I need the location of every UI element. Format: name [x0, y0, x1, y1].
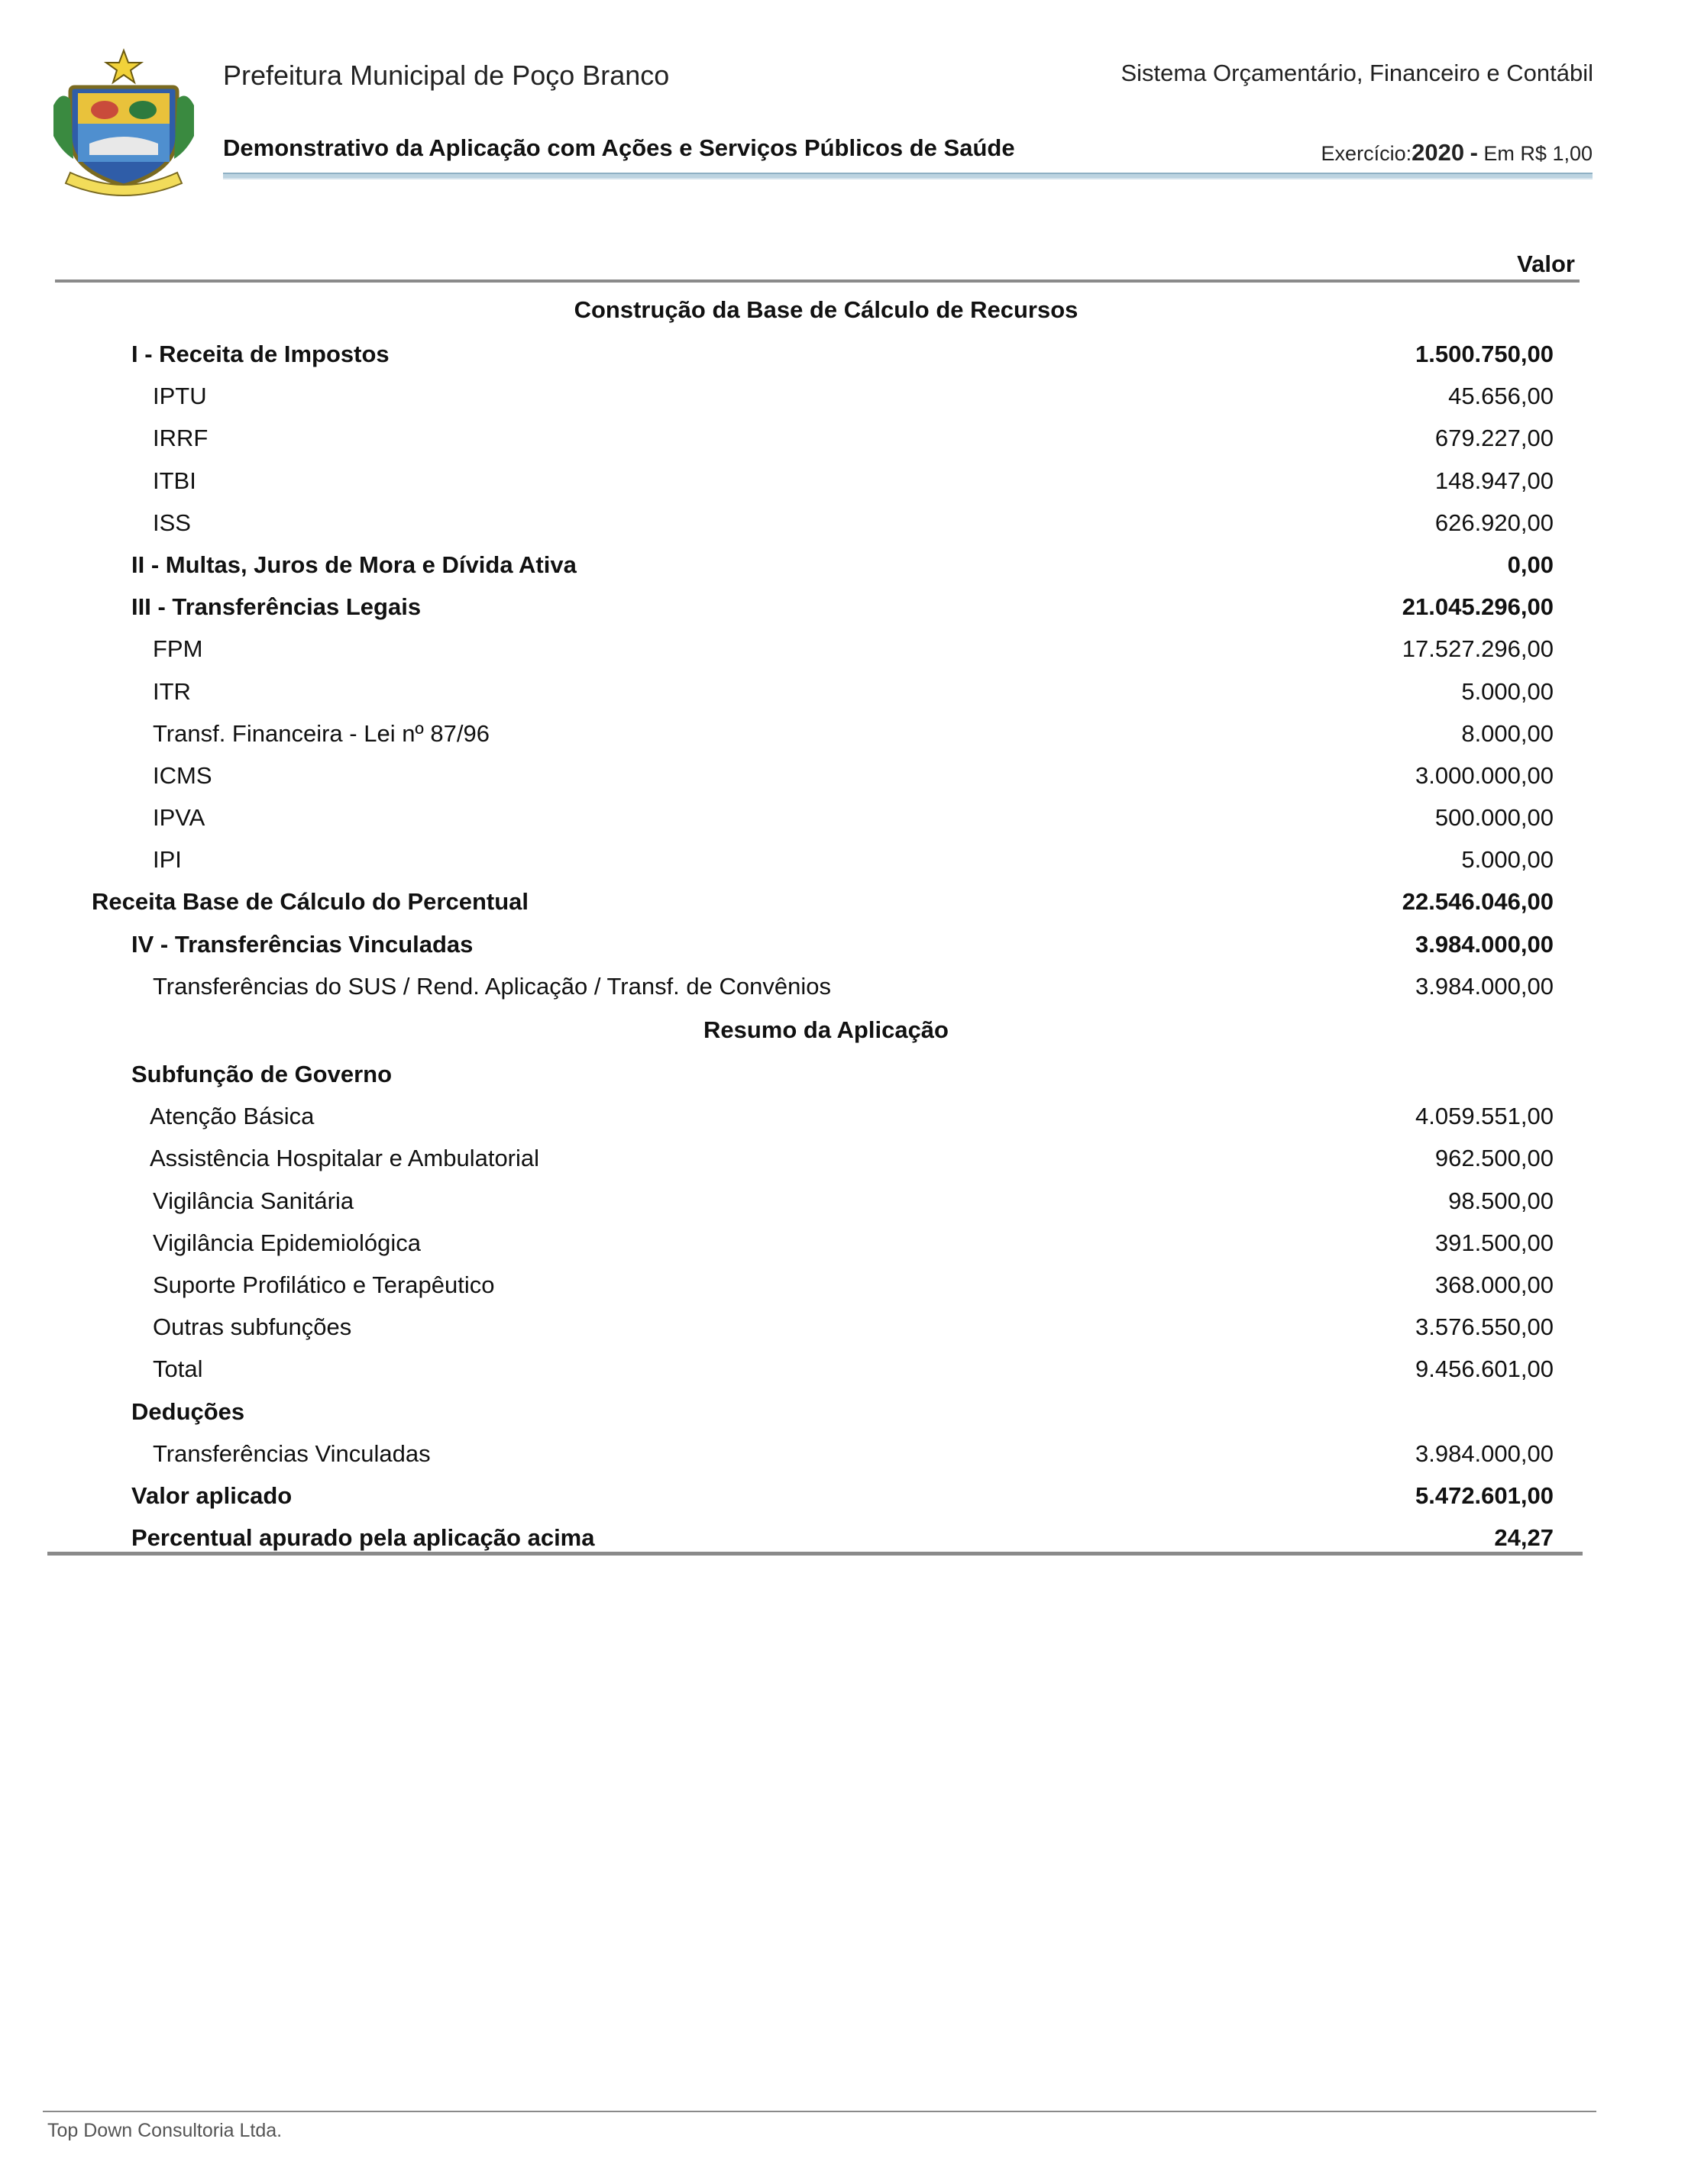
table-row: [0, 1264, 1688, 1306]
table-row: [0, 1475, 1688, 1517]
row-label: Resumo da Aplicação: [703, 1016, 949, 1043]
system-name: Sistema Orçamentário, Financeiro e Contábil: [1120, 60, 1593, 86]
table-row: [0, 586, 1688, 628]
currency-unit: Em R$ 1,00: [1483, 142, 1593, 165]
table-row: [0, 1391, 1688, 1433]
row-value: 5.472.601,00: [1415, 1481, 1554, 1509]
row-value: 391.500,00: [1434, 1229, 1554, 1256]
municipal-crest-logo: [47, 44, 200, 197]
row-value: 45.656,00: [1448, 383, 1554, 410]
row-label: Vigilância Sanitária: [153, 1187, 354, 1214]
row-label: Receita Base de Cálculo do Percentual: [92, 888, 529, 916]
row-value: 4.059.551,00: [1415, 1103, 1554, 1130]
row-value: 22.546.046,00: [1402, 888, 1554, 916]
row-value: 24,27: [1494, 1524, 1554, 1552]
table-row: [0, 1348, 1688, 1390]
row-label: Subfunção de Governo: [131, 1061, 393, 1087]
row-label: IPTU: [153, 383, 207, 410]
report-table: [0, 287, 1688, 1559]
row-value: 17.527.296,00: [1402, 635, 1554, 663]
row-label: IPI: [153, 846, 182, 874]
table-row: [0, 670, 1688, 712]
row-label: Deduções: [131, 1397, 245, 1425]
row-value: 3.984.000,00: [1415, 972, 1554, 1000]
footer-divider: [43, 2111, 1596, 2112]
row-label: II - Multas, Juros de Mora e Dívida Ativa: [131, 551, 577, 578]
table-row: [0, 460, 1688, 502]
table-row: [0, 628, 1688, 670]
row-value: 5.000,00: [1461, 846, 1554, 874]
row-value: 98.500,00: [1448, 1187, 1554, 1214]
row-label: Total: [153, 1355, 203, 1383]
table-row: [0, 796, 1688, 838]
row-value: 1.500.750,00: [1415, 341, 1554, 367]
row-label: Vigilância Epidemiológica: [153, 1229, 421, 1256]
row-label: Percentual apurado pela aplicação acima: [131, 1524, 595, 1552]
row-label: Transf. Financeira - Lei nº 87/96: [153, 719, 490, 747]
table-row: [0, 1095, 1688, 1137]
org-name: Prefeitura Municipal de Poço Branco: [223, 60, 670, 91]
row-value: 3.984.000,00: [1415, 930, 1554, 958]
table-row: [0, 754, 1688, 796]
table-row: [0, 1180, 1688, 1222]
row-value: 3.984.000,00: [1415, 1439, 1554, 1467]
row-value: 962.500,00: [1434, 1145, 1554, 1172]
row-value: 148.947,00: [1434, 467, 1554, 494]
table-row: [0, 502, 1688, 544]
exercise-info: [1321, 139, 1593, 166]
row-label: IPVA: [153, 804, 205, 832]
row-value: 9.456.601,00: [1415, 1355, 1554, 1383]
table-row: [0, 1137, 1688, 1179]
table-top-rule: [55, 279, 1580, 283]
row-value: 3.576.550,00: [1415, 1313, 1554, 1341]
header-divider: [223, 173, 1593, 179]
row-value: 0,00: [1507, 551, 1554, 578]
row-label: Transferências Vinculadas: [153, 1439, 431, 1467]
column-header-valor: Valor: [1517, 250, 1575, 277]
row-value: 679.227,00: [1434, 425, 1554, 452]
row-label: I - Receita de Impostos: [131, 341, 390, 367]
row-value: 8.000,00: [1461, 719, 1554, 747]
row-value: 5.000,00: [1461, 677, 1554, 705]
row-label: Construção da Base de Cálculo de Recursos: [574, 296, 1078, 323]
footer-company: Top Down Consultoria Ltda.: [47, 2120, 283, 2141]
section-heading-base-calculo: [0, 287, 1688, 333]
exercise-label: Exercício:: [1321, 142, 1412, 165]
exercise-year: 2020: [1412, 139, 1465, 166]
row-label: ITBI: [153, 467, 196, 494]
table-row: [0, 1053, 1688, 1095]
row-label: FPM: [153, 635, 203, 663]
exercise-dash: -: [1470, 139, 1478, 166]
row-label: ICMS: [153, 761, 212, 789]
table-row: [0, 1306, 1688, 1348]
document-title: Demonstrativo da Aplicação com Ações e Serviços Públicos de Saúde: [223, 134, 1015, 161]
row-label: Assistência Hospitalar e Ambulatorial: [150, 1145, 540, 1172]
table-row: [0, 880, 1688, 922]
table-row: [0, 712, 1688, 754]
row-label: ISS: [153, 509, 191, 536]
table-row: [0, 417, 1688, 459]
table-row: [0, 544, 1688, 586]
row-label: Atenção Básica: [150, 1103, 315, 1130]
row-value: 21.045.296,00: [1402, 593, 1554, 621]
table-bottom-rule: [47, 1552, 1583, 1556]
table-row: [0, 1222, 1688, 1264]
table-row: [0, 333, 1688, 375]
table-row: [0, 375, 1688, 417]
row-label: Transferências do SUS / Rend. Aplicação / Transf. de Convênios: [153, 972, 831, 1000]
row-value: 368.000,00: [1434, 1271, 1554, 1298]
row-value: 3.000.000,00: [1415, 761, 1554, 789]
row-value: 626.920,00: [1434, 509, 1554, 536]
row-label: Valor aplicado: [131, 1481, 293, 1509]
row-label: ITR: [153, 677, 191, 705]
table-row: [0, 965, 1688, 1007]
row-label: Suporte Profilático e Terapêutico: [153, 1271, 495, 1298]
row-label: Outras subfunções: [153, 1313, 352, 1341]
row-label: IRRF: [153, 425, 209, 452]
table-row: [0, 1433, 1688, 1475]
row-value: 500.000,00: [1434, 804, 1554, 832]
row-label: IV - Transferências Vinculadas: [131, 930, 474, 958]
table-row: [0, 838, 1688, 880]
section-heading-resumo: [0, 1007, 1688, 1053]
row-label: III - Transferências Legais: [131, 593, 422, 621]
table-row: [0, 923, 1688, 965]
